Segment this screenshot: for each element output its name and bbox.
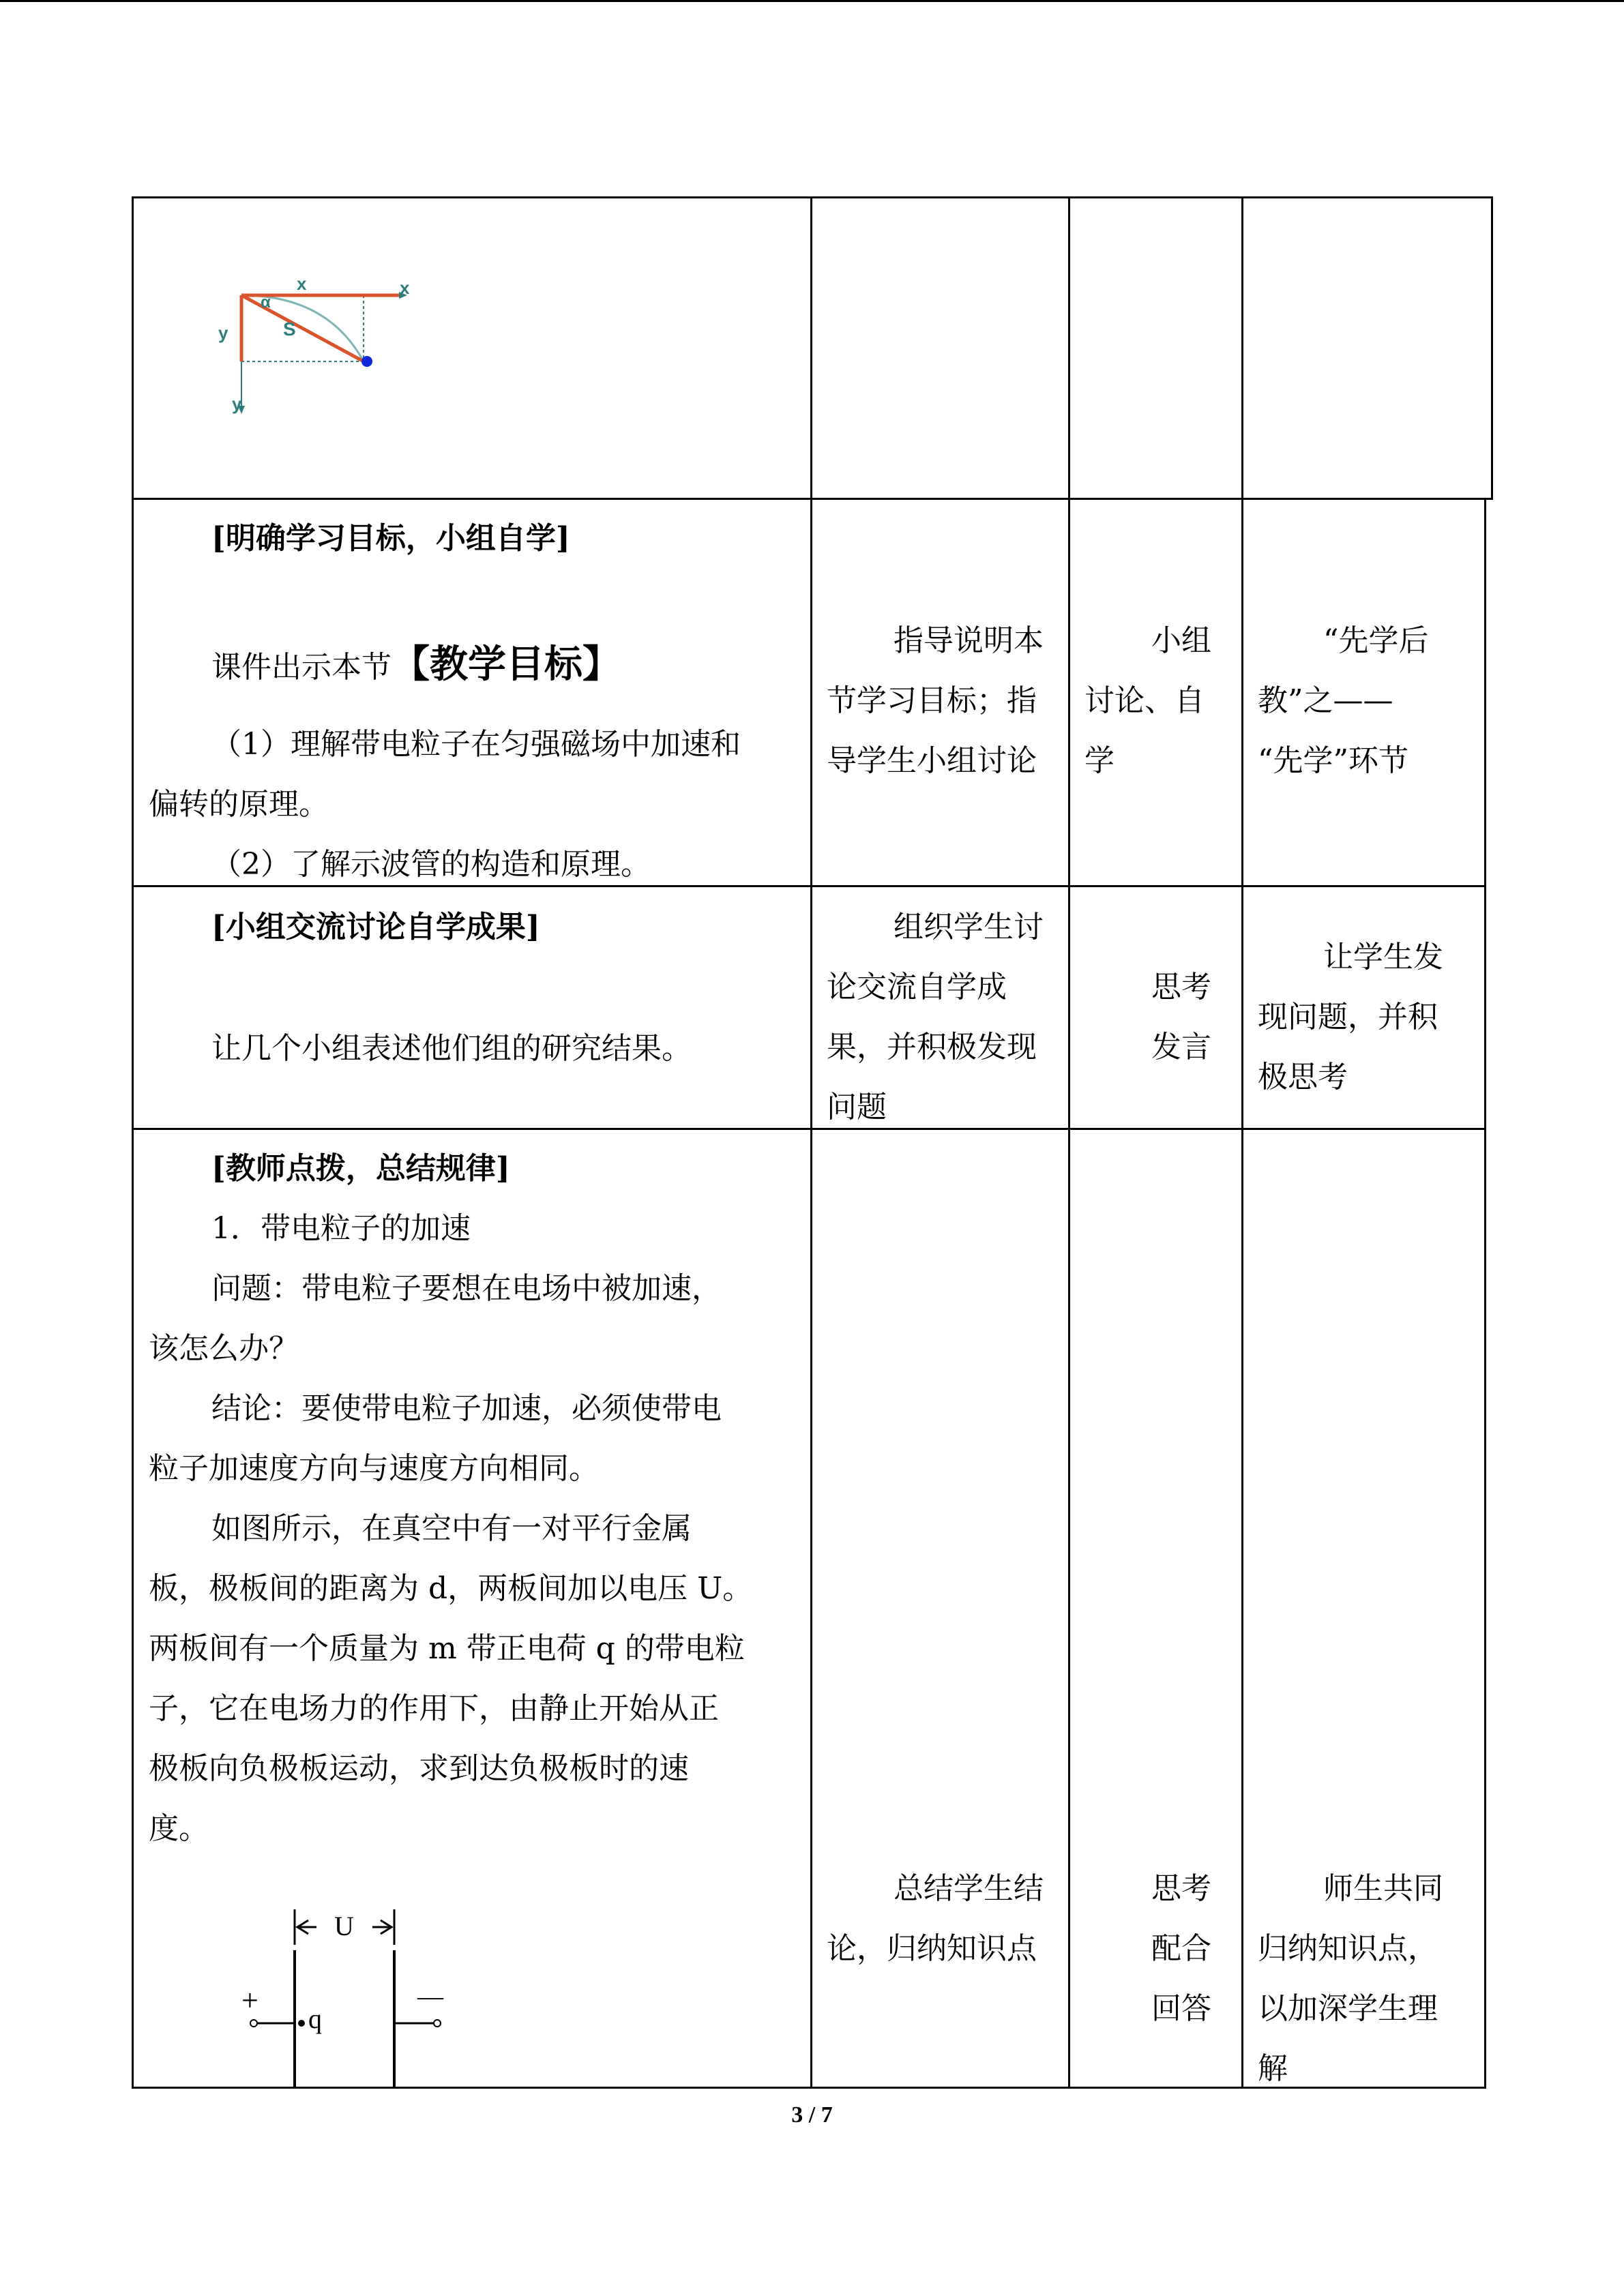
row3-line: 问题：带电粒子要想在电场中被加速， [211,1271,722,1306]
page-number: 3 / 7 [791,2102,833,2128]
parallel-plate-diagram [232,1903,450,2087]
label-alpha: α [261,293,271,312]
row1-intro [211,634,621,698]
row3-line: 如图所示，在真空中有一对平行金属 [211,1511,692,1546]
row1-item1-line1: （1）理解带电粒子在匀强磁场中加速和 [211,727,741,762]
row1-intro-prefix: 课件出示本节 [211,650,392,685]
row2-col4-line: 让学生发 [1323,940,1443,974]
row3-col2-line: 论，归纳知识点 [827,1931,1037,1966]
row1-item2: （2）了解示波管的构造和原理。 [211,847,651,882]
row2-col2-line: 问题 [827,1090,887,1124]
row2-col2-line: 论交流自学成 [827,970,1007,1004]
minus-sign: — [417,1982,443,2011]
label-s: S [283,318,296,340]
row3-line: 粒子加速度方向与速度方向相同。 [149,1451,599,1486]
row2-col4-line: 极思考 [1258,1060,1348,1094]
row3-col3-line: 回答 [1151,1991,1211,2026]
plus-sign: + [241,1984,259,2017]
label-x-top: x [297,273,307,294]
label-x-axis: x [400,278,410,298]
row2-col2-line: 组织学生讨 [894,910,1044,944]
row1-col3-line: 学 [1084,743,1114,778]
label-y-axis: y [232,393,242,414]
row2-col3-line: 发言 [1151,1030,1211,1064]
row1-intro-big: 【教学目标】 [392,642,621,687]
table-line [1068,196,1070,2089]
row1-item1-line2: 偏转的原理。 [149,787,329,822]
row1-col4-line: “先学”环节 [1258,743,1408,778]
row3-col3-line: 思考 [1151,1871,1211,1906]
row3-line: 极板向负极板运动，求到达负极板时的速 [149,1751,689,1786]
row1-col2-line: 节学习目标；指 [827,683,1037,718]
row3-col3-line: 配合 [1151,1931,1211,1966]
label-y-side: y [218,323,228,343]
row3-col4-line: 师生共同 [1323,1871,1443,1906]
row3-col4-line: 归纳知识点， [1258,1931,1438,1966]
table-line [1484,498,1486,2089]
table-line [1491,196,1493,500]
row1-heading: [明确学习目标，小组自学] [211,521,570,556]
row1-col2-line: 导学生小组讨论 [827,743,1037,778]
row3-line: 结论：要使带电粒子加速，必须使带电 [211,1391,722,1426]
table-line [132,196,1493,198]
row2-col2-line: 果，并积极发现 [827,1030,1037,1064]
trajectory-diagram [205,269,450,426]
row3-col4-line: 解 [1258,2051,1288,2086]
q-label: q [308,2003,322,2034]
table-line [810,196,812,2089]
row3-line: 1．带电粒子的加速 [211,1211,471,1246]
table-line [132,1128,1486,1130]
table-line [132,196,134,2089]
row2-body: 让几个小组表述他们组的研究结果。 [211,1031,692,1066]
row2-col3-line: 思考 [1151,970,1211,1004]
row1-col4-line: 教”之—— [1258,683,1393,718]
row1-col3-line: 讨论、自 [1084,683,1205,718]
table-line [132,498,1493,500]
row3-line: 板，极板间的距离为 d，两板间加以电压 U。 [149,1571,753,1606]
row3-heading: [教师点拨，总结规律] [211,1151,510,1186]
row3-line: 子，它在电场力的作用下，由静止开始从正 [149,1691,719,1726]
row3-col2-line: 总结学生结 [894,1871,1044,1906]
table-line [1241,196,1243,2089]
row3-line: 该怎么办？ [149,1331,299,1366]
row1-col2-line: 指导说明本 [894,623,1044,658]
u-label: U [334,1911,354,1941]
row3-col4-line: 以加深学生理 [1258,1991,1438,2026]
row2-heading: [小组交流讨论自学成果] [211,910,540,944]
row1-col4-line: “先学后 [1323,623,1429,658]
row3-line: 两板间有一个质量为 m 带正电荷 q 的带电粒 [149,1631,745,1666]
row2-col4-line: 现问题，并积 [1258,1000,1438,1034]
row1-col3-line: 小组 [1151,623,1211,658]
row3-line: 度。 [149,1811,209,1846]
